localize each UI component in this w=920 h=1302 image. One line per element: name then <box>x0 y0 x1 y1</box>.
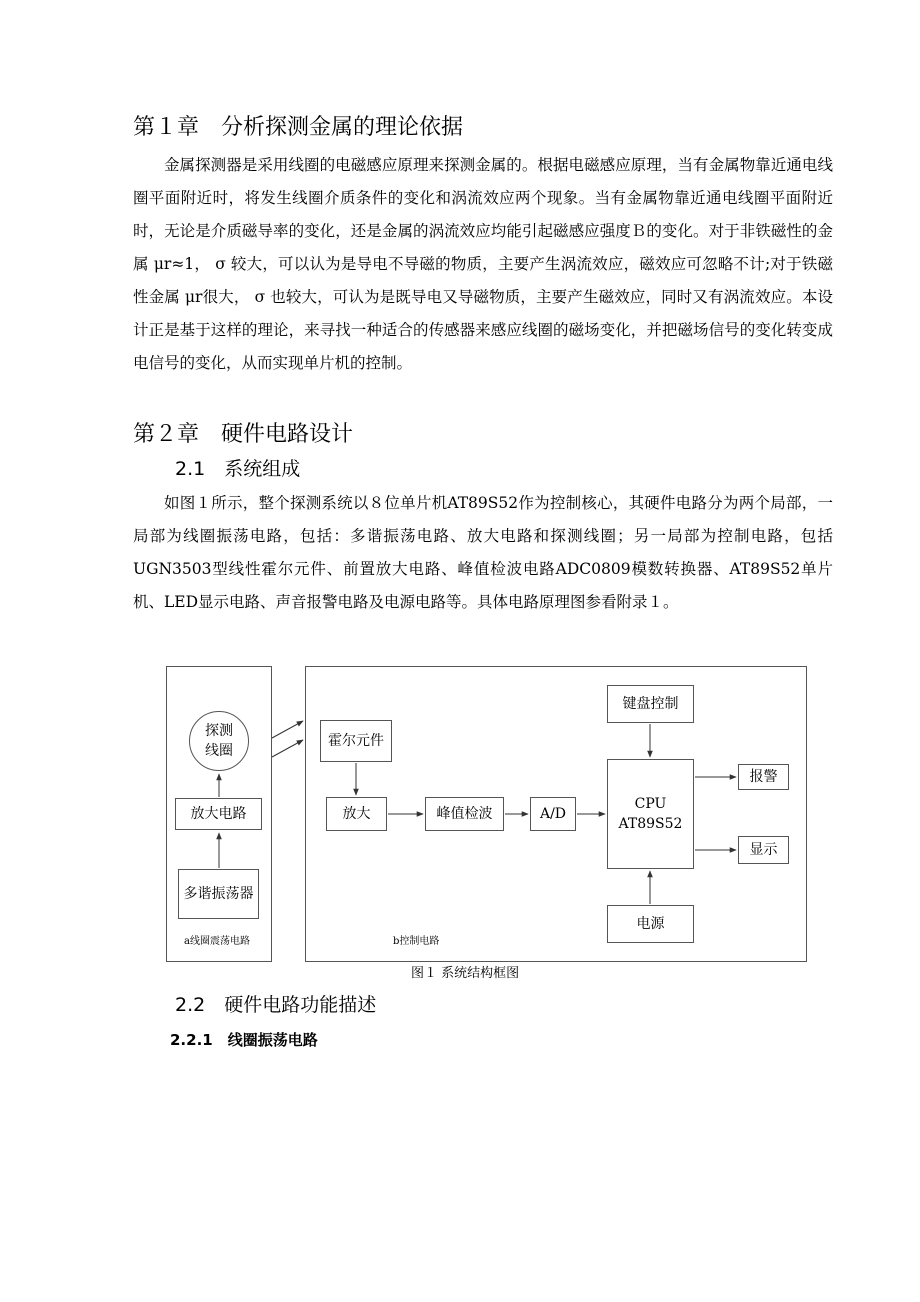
coupling-arrow-1 <box>272 721 303 738</box>
part-a-label: a线圈震荡电路 <box>184 936 250 947</box>
figure-caption: 图１ 系统结构框图 <box>411 966 520 981</box>
peak-detector-box: 峰值检波 <box>425 797 504 831</box>
cpu-label-line1: CPU <box>634 796 667 812</box>
section-2-1-heading: 2.1 系统组成 <box>175 458 301 480</box>
adc-box: A/D <box>530 797 576 831</box>
chapter-1-heading: 第１章 分析探测金属的理论依据 <box>133 115 464 140</box>
chapter-1-paragraph: 金属探测器是采用线圈的电磁感应原理来探测金属的。根据电磁感应原理，当有金属物靠近通电线圈平面附近时，将发生线圈介质条件的变化和涡流效应两个现象。当有金属物靠近通电线圈平面附近时，无论是介质磁导率的变化，还是金属的涡流效应均能引起磁感应强度Ｂ的变化。对于非铁磁性的金属 μr≈1， σ 较大，可以认为是导电不导磁的物质，主要产生涡流效应，磁效应可忽略不计;对于铁磁性金属 μr很大， σ 也较大，可认为是既导电又导磁物质，主要产生磁效应，同时又有涡流效应。本设计正是基于这样的理论，来寻找一种适合的传感器来感应线圈的磁场变化，并把磁场信号的变化转变成电信号的变化，从而实现单片机的控制。 <box>133 156 833 372</box>
power-box: 电源 <box>607 905 694 943</box>
coupling-arrow-2 <box>272 740 303 757</box>
multivibrator-box: 多谐振荡器 <box>178 869 259 919</box>
coil-label-line1: 探测 <box>205 723 233 739</box>
chapter-2-heading: 第２章 硬件电路设计 <box>133 422 354 447</box>
section-2-2-1-heading: 2.2.1 线圈振荡电路 <box>170 1031 318 1049</box>
cpu-label-line2: AT89S52 <box>618 816 683 832</box>
cpu-box <box>607 759 694 869</box>
detection-coil <box>189 711 249 771</box>
amplifier-b-box: 放大 <box>326 797 387 831</box>
display-box: 显示 <box>738 836 789 864</box>
alarm-box: 报警 <box>738 764 789 790</box>
keyboard-control-box: 键盘控制 <box>607 685 694 723</box>
amplifier-a-box: 放大电路 <box>175 798 262 830</box>
part-b-label: b控制电路 <box>393 936 440 947</box>
coil-label-line2: 线圈 <box>205 743 233 759</box>
hall-element-box: 霍尔元件 <box>320 720 392 762</box>
section-2-2-heading: 2.2 硬件电路功能描述 <box>175 994 377 1016</box>
section-2-1-paragraph: 如图１所示，整个探测系统以８位单片机AT89S52作为控制核心，其硬件电路分为两个局部，一局部为线圈振荡电路，包括：多谐振荡电路、放大电路和探测线圈；另一局部为控制电路，包括UGN3503型线性霍尔元件、前置放大电路、峰值检波电路ADC0809模数转换器、AT89S52单片机、LED显示电路、声音报警电路及电源电路等。具体电路原理图参看附录１。 <box>133 494 833 611</box>
